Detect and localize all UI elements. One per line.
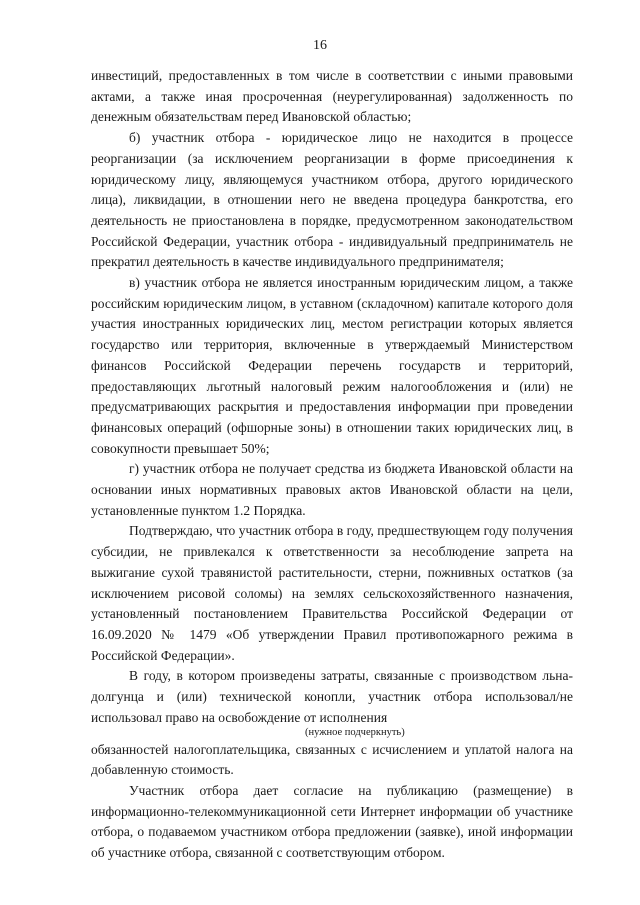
paragraph-vat-continuation: обязанностей налогоплательщика, связанных с исчислением и уплатой налога на добавленную стоимость. [91, 741, 573, 778]
paragraph-publication-consent: Участник отбора дает согласие на публикацию (размещение) в информационно-телекоммуникационной сети Интернет информации об участнике отбора, о подаваемом участником отбора предложении (заявке), иной информации об участнике отбора, связанной с соответствующим отбором. [91, 782, 573, 861]
paragraph-item-v: в) участник отбора не является иностранным юридическим лицом, а также российским юридическим лицом, в уставном (складочном) капитале которого доля участия иностранных юридических лиц, местом регистрации которых является государство или территория, включенные в утверждаемый Министерством финансов Российской Федерации перечень государств и территорий, предоставляющих льготный налоговый режим налогообложения и (или) не предусматривающих раскрытия и предоставления информации при проведении финансовых операций (офшорные зоны) в отношении таких юридических лиц, в совокупности превышает 50%; [91, 275, 573, 456]
paragraph-vat-exemption: В году, в котором произведены затраты, связанные с производством льна-долгунца и (или) технической конопли, участник отбора использовал/не использовал право на освобождение от исполнения [91, 668, 573, 725]
paragraph-investments-continuation: инвестиций, предоставленных в том числе в соответствии с иными правовыми актами, а также иная просроченная (неурегулированная) задолженность по денежным обязательствам перед Ивановской областью; [91, 68, 573, 125]
paragraph-confirmation: Подтверждаю, что участник отбора в году, предшествующем году получения субсидии, не привлекался к ответственности за несоблюдение запрета на выжигание сухой травянистой растительности, стерни, пожнивных остатков (за исключением рисовой соломы) на землях сельскохозяйственного назначения, установленный постановлением Правительства Российской Федерации от 16.09.2020 № 1479 «Об утверждении Правил противопожарного режима в Российской Федерации». [91, 523, 573, 663]
underline-hint-note: (нужное подчеркнуть) [305, 726, 405, 738]
paragraph-item-g: г) участник отбора не получает средства из бюджета Ивановской области на основании иных нормативных правовых актов Ивановской области на цели, установленные пунктом 1.2 Порядка. [91, 461, 573, 518]
document-body [91, 66, 573, 864]
paragraph-item-b: б) участник отбора - юридическое лицо не находится в процессе реорганизации (за исключением реорганизации в форме присоединения к юридическому лицу, являющемуся участником отбора, другого юридического лица), ликвидации, в отношении него не введена процедура банкротства, его деятельность не приостановлена в порядке, предусмотренном законодательством Российской Федерации, участник отбора - индивидуальный предприниматель не прекратил деятельность в качестве индивидуального предпринимателя; [91, 130, 573, 270]
page-number: 16 [313, 38, 327, 53]
